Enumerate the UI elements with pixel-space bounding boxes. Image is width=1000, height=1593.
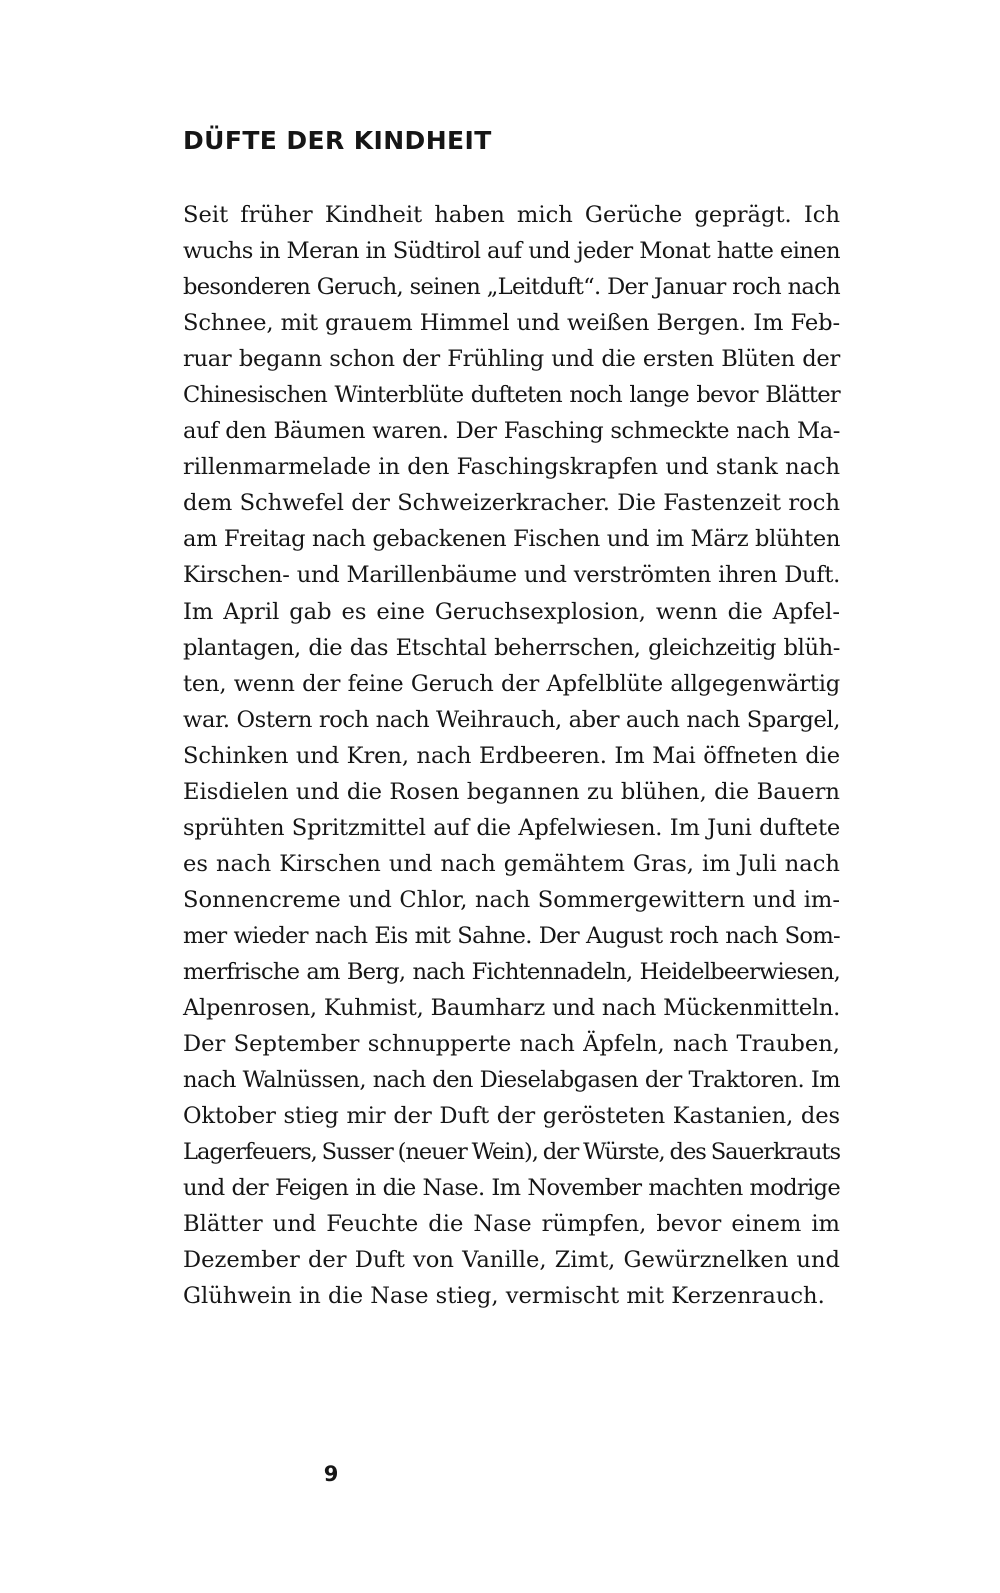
text-line: mer wieder nach Eis mit Sahne. Der August roch nach Som- bbox=[183, 922, 840, 949]
text-line: merfrische am Berg, nach Fichtennadeln, Heidelbeerwiesen, bbox=[183, 958, 840, 985]
chapter-title: DÜFTE DER KINDHEIT bbox=[183, 126, 492, 155]
text-line: auf den Bäumen waren. Der Fasching schmeckte nach Ma- bbox=[183, 418, 840, 445]
text-line: sprühten Spritzmittel auf die Apfelwiesen. Im Juni duftete bbox=[183, 814, 840, 841]
text-line: nach Walnüssen, nach den Dieselabgasen der Traktoren. Im bbox=[183, 1067, 840, 1094]
text-line: Seit früher Kindheit haben mich Gerüche geprägt. Ich bbox=[183, 202, 840, 228]
text-line: und der Feigen in die Nase. Im November machten modrige bbox=[183, 1175, 840, 1202]
text-line: Oktober stieg mir der Duft der gerösteten Kastanien, des bbox=[183, 1103, 840, 1130]
text-line: wuchs in Meran in Südtirol auf und jeder Monat hatte einen bbox=[183, 238, 840, 265]
text-line: Dezember der Duft von Vanille, Zimt, Gewürznelken und bbox=[183, 1247, 840, 1274]
text-line: Schnee, mit grauem Himmel und weißen Bergen. Im Feb- bbox=[183, 310, 840, 337]
body-paragraph bbox=[183, 197, 840, 1314]
text-line: ruar begann schon der Frühling und die ersten Blüten der bbox=[183, 346, 840, 373]
text-line: dem Schwefel der Schweizerkracher. Die Fastenzeit roch bbox=[183, 490, 840, 517]
text-line: plantagen, die das Etschtal beherrschen, gleichzeitig blüh- bbox=[183, 634, 840, 661]
text-line: Eisdielen und die Rosen begannen zu blühen, die Bauern bbox=[183, 778, 840, 805]
text-line: Der September schnupperte nach Äpfeln, nach Trauben, bbox=[183, 1031, 840, 1058]
text-line: Alpenrosen, Kuhmist, Baumharz und nach Mückenmitteln. bbox=[183, 995, 840, 1022]
text-line: ten, wenn der feine Geruch der Apfelblüte allgegenwärtig bbox=[183, 670, 840, 697]
text-line: Kirschen- und Marillenbäume und verströmten ihren Duft. bbox=[183, 562, 840, 589]
page-number: 9 bbox=[323, 1462, 339, 1486]
text-line: es nach Kirschen und nach gemähtem Gras, im Juli nach bbox=[183, 850, 840, 877]
text-line: Sonnencreme und Chlor, nach Sommergewittern und im- bbox=[183, 886, 840, 913]
text-line: besonderen Geruch, seinen „Leitduft“. Der Januar roch nach bbox=[183, 274, 840, 301]
text-line: Lagerfeuers, Susser (neuer Wein), der Würste, des Sauerkrauts bbox=[183, 1139, 840, 1166]
text-line: am Freitag nach gebackenen Fischen und im März blühten bbox=[183, 526, 840, 553]
text-line: Glühwein in die Nase stieg, vermischt mit Kerzenrauch. bbox=[183, 1283, 825, 1310]
text-line: war. Ostern roch nach Weihrauch, aber auch nach Spargel, bbox=[183, 706, 840, 733]
text-line: rillenmarmelade in den Faschingskrapfen und stank nach bbox=[183, 454, 840, 481]
text-line: Schinken und Kren, nach Erdbeeren. Im Mai öffneten die bbox=[183, 742, 840, 769]
text-line: Chinesischen Winterblüte dufteten noch lange bevor Blätter bbox=[183, 382, 840, 409]
text-line: Blätter und Feuchte die Nase rümpfen, bevor einem im bbox=[183, 1211, 840, 1238]
text-line: Im April gab es eine Geruchsexplosion, wenn die Apfel- bbox=[183, 598, 840, 625]
